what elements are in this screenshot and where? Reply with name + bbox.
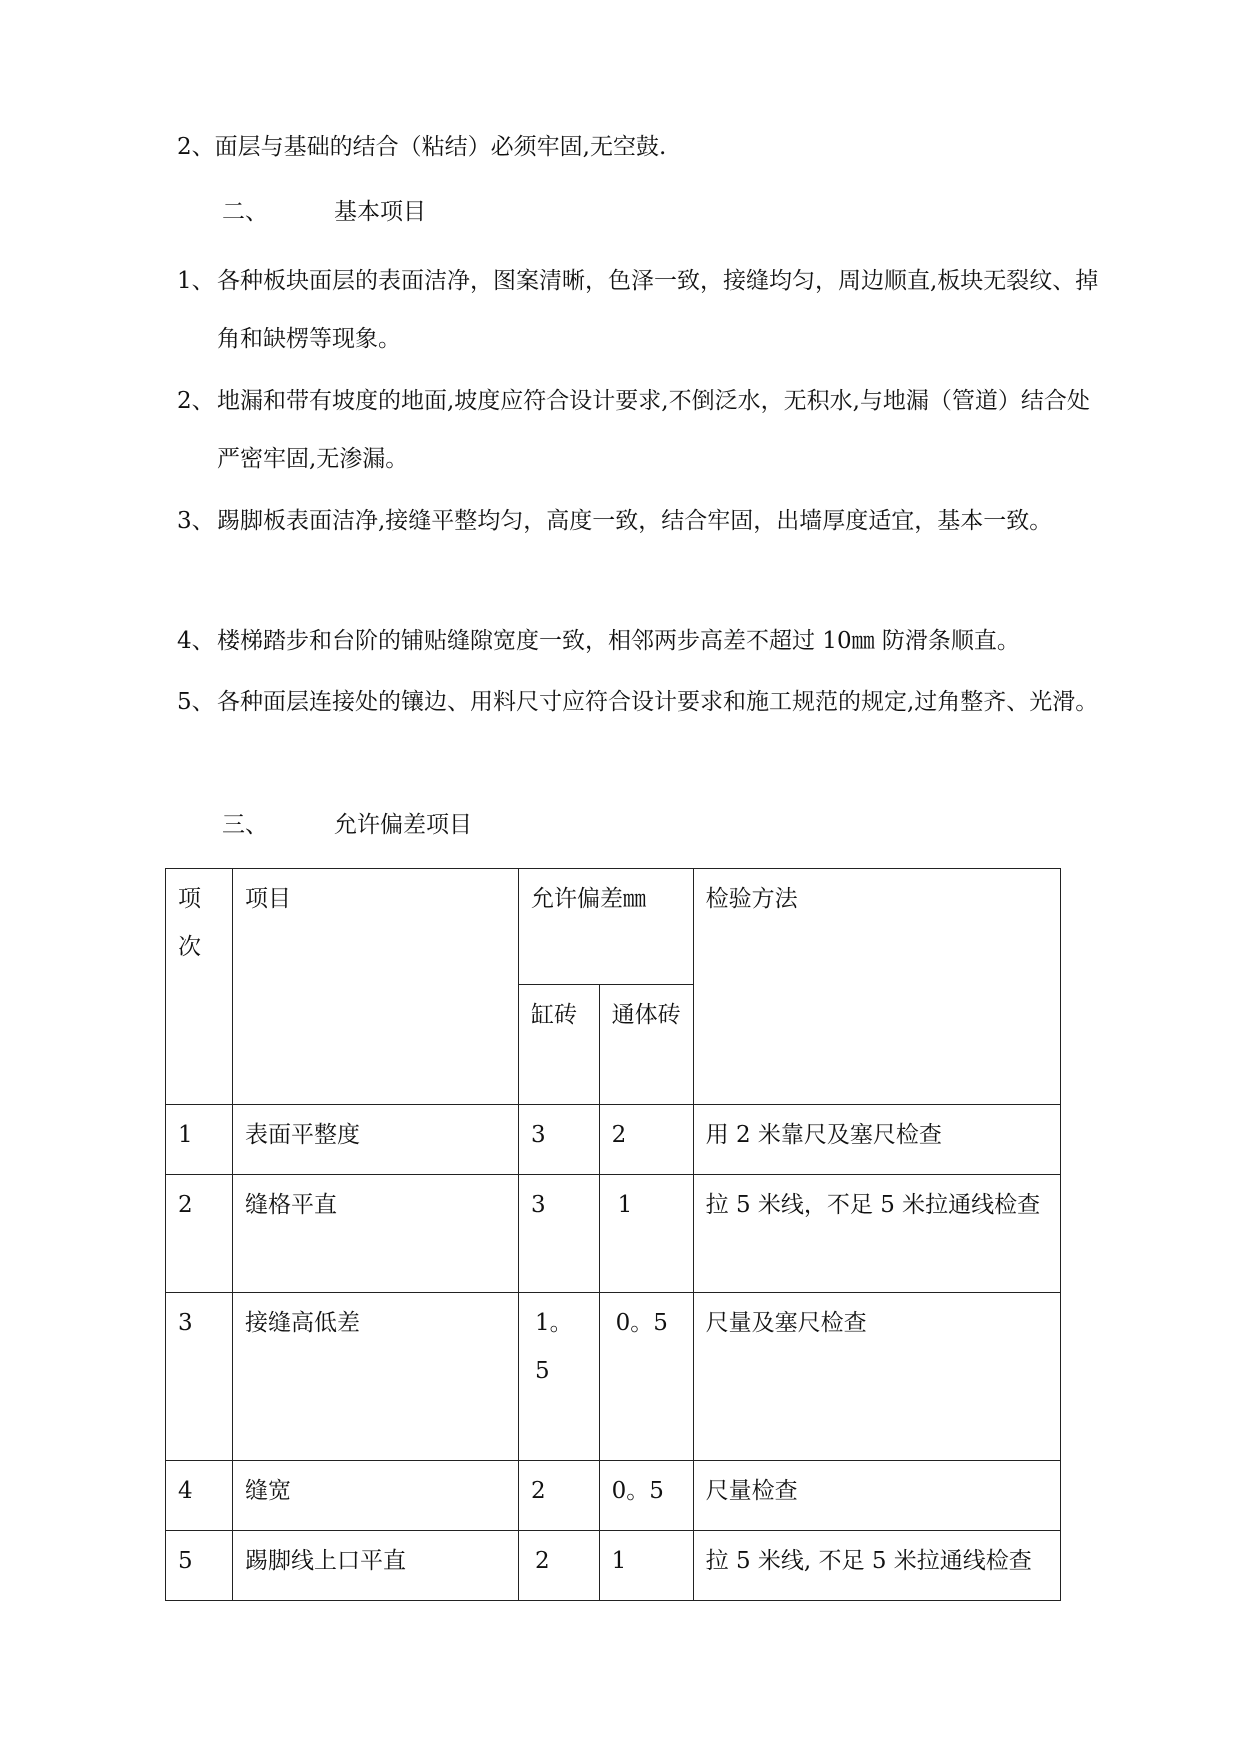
cell-item: 缝宽 xyxy=(233,1461,519,1531)
cell-item: 表面平整度 xyxy=(233,1105,519,1175)
item-text: 楼梯踏步和台阶的铺贴缝隙宽度一致，相邻两步高差不超过 10㎜ 防滑条顺直。 xyxy=(217,628,1020,654)
item-number: 4、 xyxy=(177,628,215,654)
basic-item xyxy=(177,372,1107,488)
cell-item: 缝格平直 xyxy=(233,1175,519,1293)
item-number: 1、 xyxy=(177,268,215,294)
table-row xyxy=(166,1531,1061,1601)
cell-index: 2 xyxy=(166,1175,233,1293)
deviation-table xyxy=(165,868,1061,1601)
cell-tile-b: 0。5 xyxy=(599,1461,693,1531)
section-number: 二、 xyxy=(222,199,268,225)
basic-item xyxy=(177,612,1107,670)
cell-index: 5 xyxy=(166,1531,233,1601)
cell-tile-a: 2 xyxy=(519,1461,600,1531)
cell-tile-a: 1。5 xyxy=(519,1293,600,1461)
cell-item: 接缝高低差 xyxy=(233,1293,519,1461)
header-tile-b: 通体砖 xyxy=(599,985,693,1105)
header-tile-a: 缸砖 xyxy=(519,985,600,1105)
basic-item xyxy=(177,252,1107,368)
basic-item xyxy=(177,492,1107,550)
section-heading-deviation xyxy=(222,808,472,842)
cell-tile-a: 3 xyxy=(519,1105,600,1175)
cell-tile-b: 0。5 xyxy=(599,1293,693,1461)
item-text: 地漏和带有坡度的地面,坡度应符合设计要求,不倒泛水，无积水,与地漏（管道）结合处严密牢固,无渗漏。 xyxy=(217,388,1090,472)
top-item-number: 2、 xyxy=(177,134,215,160)
cell-index: 1 xyxy=(166,1105,233,1175)
table-row xyxy=(166,1105,1061,1175)
header-item: 项目 xyxy=(233,869,519,1105)
table-header-row xyxy=(166,869,1061,985)
cell-method: 拉 5 米线, 不足 5 米拉通线检查 xyxy=(693,1531,1060,1601)
cell-index: 3 xyxy=(166,1293,233,1461)
cell-tile-a: 3 xyxy=(519,1175,600,1293)
cell-tile-b: 1 xyxy=(599,1531,693,1601)
cell-tile-a: 2 xyxy=(519,1531,600,1601)
item-number: 3、 xyxy=(177,508,215,534)
table-row xyxy=(166,1293,1061,1461)
top-item xyxy=(177,130,666,164)
section-number: 三、 xyxy=(222,812,268,838)
cell-method: 用 2 米靠尺及塞尺检查 xyxy=(693,1105,1060,1175)
top-item-text: 面层与基础的结合（粘结）必须牢固,无空鼓. xyxy=(214,134,667,160)
table-row xyxy=(166,1175,1061,1293)
cell-item: 踢脚线上口平直 xyxy=(233,1531,519,1601)
cell-method: 拉 5 米线，不足 5 米拉通线检查 xyxy=(693,1175,1060,1293)
header-method: 检验方法 xyxy=(693,869,1060,1105)
item-text: 各种面层连接处的镶边、用料尺寸应符合设计要求和施工规范的规定,过角整齐、光滑。 xyxy=(217,689,1099,715)
section-heading-basic xyxy=(222,195,426,229)
item-text: 踢脚板表面洁净,接缝平整均匀，高度一致，结合牢固，出墙厚度适宜，基本一致。 xyxy=(217,508,1053,534)
item-number: 2、 xyxy=(177,388,215,414)
cell-tile-b: 2 xyxy=(599,1105,693,1175)
header-deviation: 允许偏差㎜ xyxy=(519,869,694,985)
cell-tile-b: 1 xyxy=(599,1175,693,1293)
section-title: 基本项目 xyxy=(334,199,426,225)
basic-item xyxy=(177,673,1107,731)
cell-method: 尺量及塞尺检查 xyxy=(693,1293,1060,1461)
header-index: 项次 xyxy=(166,869,233,1105)
table-row xyxy=(166,1461,1061,1531)
cell-method: 尺量检查 xyxy=(693,1461,1060,1531)
item-number: 5、 xyxy=(177,689,215,715)
item-text: 各种板块面层的表面洁净，图案清晰，色泽一致，接缝均匀，周边顺直,板块无裂纹、掉角和缺楞等现象。 xyxy=(217,268,1099,352)
cell-index: 4 xyxy=(166,1461,233,1531)
section-title: 允许偏差项目 xyxy=(334,812,472,838)
